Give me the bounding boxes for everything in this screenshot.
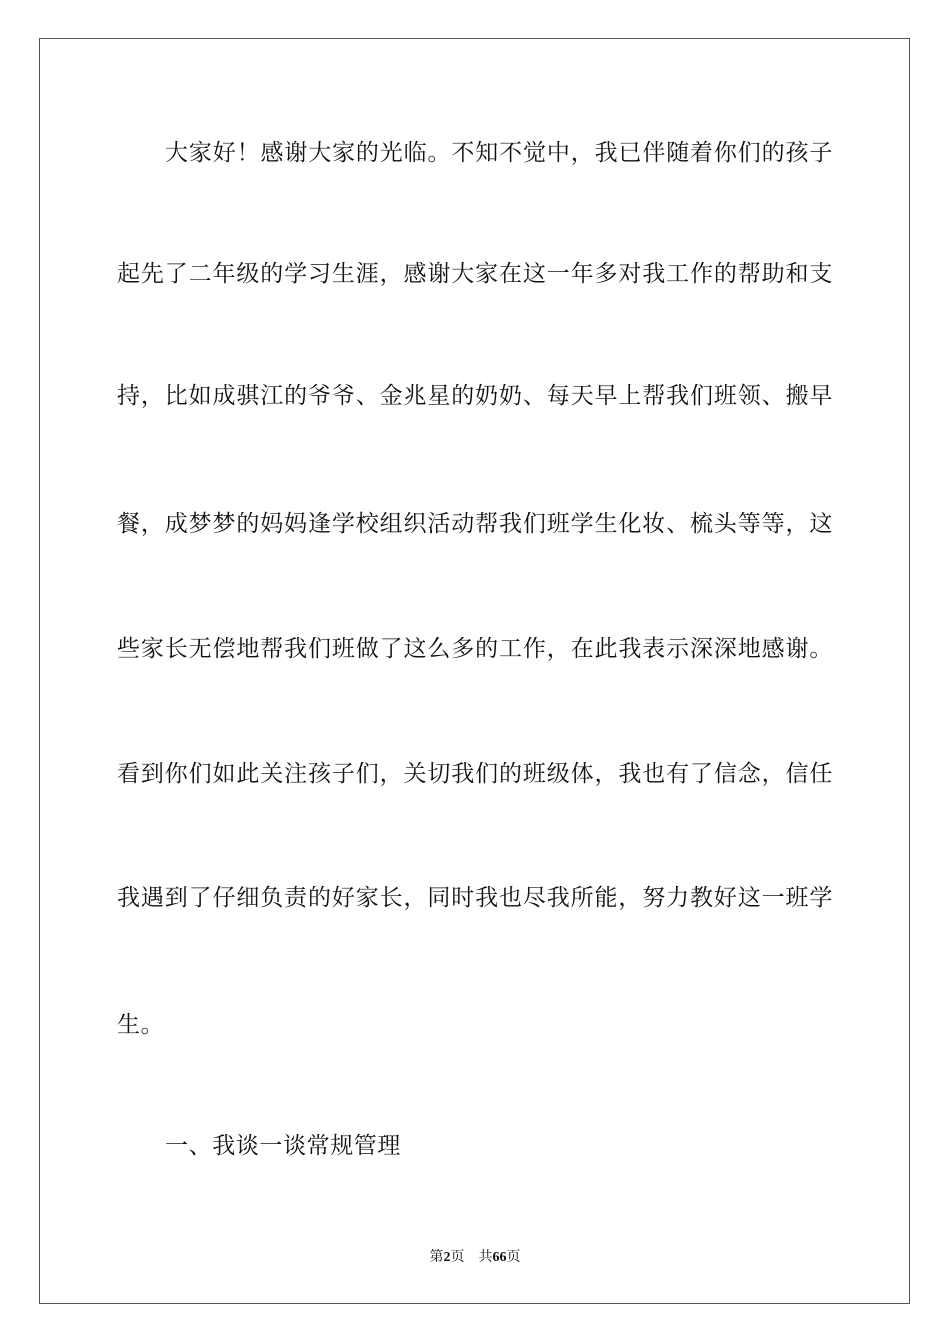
total-prefix: 共 [478, 1249, 493, 1265]
page-prefix: 第 [429, 1249, 444, 1265]
paragraph-line-8: 生。 [117, 1012, 165, 1038]
page-border [39, 38, 910, 1304]
total-suffix: 页 [506, 1249, 521, 1265]
section-heading: 一、我谈一谈常规管理 [165, 1133, 401, 1159]
paragraph-line-2: 起先了二年级的学习生涯，感谢大家在这一年多对我工作的帮助和支 [117, 261, 833, 287]
total-pages: 66 [492, 1250, 507, 1265]
paragraph-line-4: 餐，成梦梦的妈妈逢学校组织活动帮我们班学生化妆、梳头等等，这 [117, 511, 833, 537]
paragraph-line-5: 些家长无偿地帮我们班做了这么多的工作，在此我表示深深地感谢。 [117, 636, 833, 662]
paragraph-line-6: 看到你们如此关注孩子们，关切我们的班级体，我也有了信念，信任 [117, 761, 833, 787]
page-number: 2 [443, 1250, 451, 1265]
paragraph-line-7: 我遇到了仔细负责的好家长，同时我也尽我所能，努力教好这一班学 [117, 885, 833, 911]
page-footer [0, 1248, 950, 1267]
page-suffix: 页 [450, 1249, 465, 1265]
paragraph-line-3: 持，比如成骐江的爷爷、金兆星的奶奶、每天早上帮我们班领、搬早 [117, 383, 833, 409]
paragraph-line-1: 大家好！感谢大家的光临。不知不觉中，我已伴随着你们的孩子 [165, 140, 833, 166]
